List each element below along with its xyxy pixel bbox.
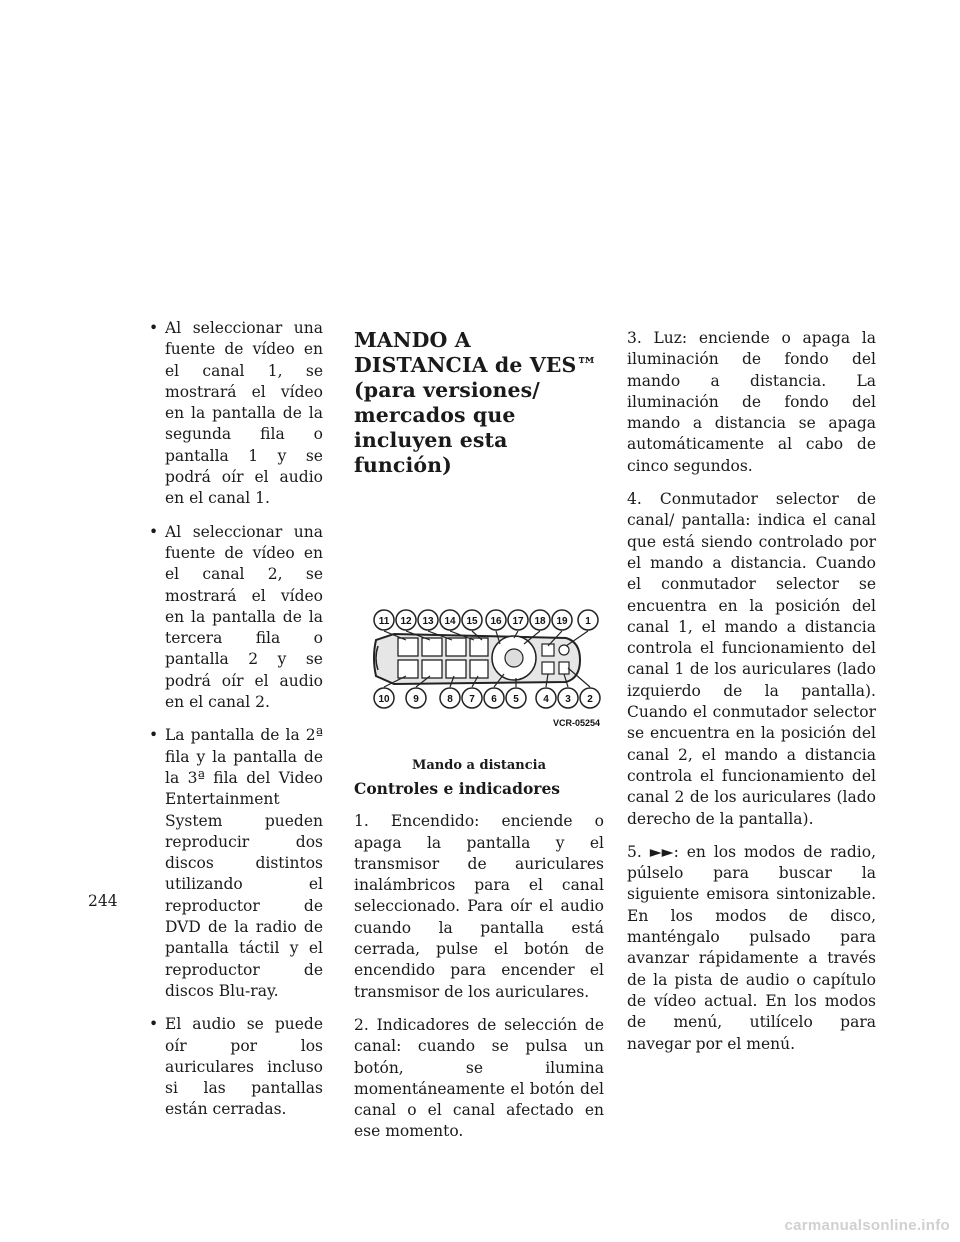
callout-label: 4 — [543, 694, 549, 705]
callout-label: 15 — [466, 616, 478, 627]
paragraph: 4. Conmutador selector de canal/ pantalla: indica el canal que está siendo controlado por el mando a distancia. Cuando el conmutador selector se encuentra en la posición del canal 1, el mando a distancia controla el funcionamiento del canal 1 de los auriculares (lado izquierdo de la pantalla). Cuando el conmutador selector se encuentra en la posición del canal 2, el mando a distancia controla el funcionamiento del canal 2 de los auriculares (lado derecho de la pantalla). — [627, 490, 876, 828]
callout-label: 8 — [447, 694, 453, 705]
callout-label: 19 — [556, 616, 568, 627]
callout-label: 10 — [378, 694, 390, 705]
remote-control-drawing — [354, 498, 604, 768]
right-column — [627, 328, 876, 1067]
middle-column — [354, 328, 604, 1155]
callout-label: 12 — [400, 616, 412, 627]
bullet-item: • Al seleccionar una fuente de vídeo en el canal 1, se mostrará el vídeo en la pantalla de la segunda fila o pantalla 1 y se podrá oír el audio en el canal 1. — [147, 318, 323, 510]
left-column — [147, 318, 323, 1133]
bullet-item: • El audio se puede oír por los auriculares incluso si las pantallas están cerradas. — [147, 1014, 323, 1120]
figure-code: VCR-05254 — [552, 718, 600, 728]
bullet-item: • Al seleccionar una fuente de vídeo en el canal 2, se mostrará el vídeo en la pantalla de la tercera fila o pantalla 2 y se podrá oír el audio en el canal 2. — [147, 522, 323, 714]
paragraph: 5. ►►: en los modos de radio, púlselo para buscar la siguiente emisora sintonizable. En los modos de disco, manténgalo pulsado para avanzar rápidamente a través de la pista de audio o capítulo de vídeo actual. En los modos de menú, utilícelo para navegar por el menú. — [627, 842, 876, 1053]
paragraph: 1. Encendido: enciende o apaga la pantalla y el transmisor de auriculares inalámbricos para el canal seleccionado. Para oír el audio cuando la pantalla está cerrada, pulse el botón de encendido para encender el transmisor de los auriculares. — [354, 812, 604, 1001]
callout-label: 2 — [587, 694, 593, 705]
remote-control-figure — [354, 498, 600, 773]
watermark: carmanualsonline.info — [784, 1217, 950, 1234]
bullet-list — [147, 318, 323, 1121]
paragraph: 2. Indicadores de selección de canal: cuando se pulsa un botón, se ilumina momentáneamente el botón del canal o el canal afectado en ese momento. — [354, 1015, 604, 1141]
callout-label: 5 — [513, 694, 519, 705]
figure-caption: Mando a distancia — [411, 758, 546, 773]
callout-label: 18 — [534, 616, 546, 627]
callout-label: 7 — [469, 694, 475, 705]
paragraph: 3. Luz: enciende o apaga la iluminación de fondo del mando a distancia. La iluminación de fondo del mando a distancia se apaga automáticamente al cabo de cinco segundos. — [627, 329, 876, 475]
callout-label: 16 — [490, 616, 502, 627]
section-title: MANDO A DISTANCIA de VES™ (para versiones/ mercados que incluyen esta función) — [354, 328, 597, 477]
callout-label: 9 — [413, 694, 419, 705]
callout-label: 13 — [422, 616, 434, 627]
callout-label: 14 — [444, 616, 456, 627]
callout-label: 6 — [491, 694, 497, 705]
callout-label: 3 — [565, 694, 571, 705]
callout-label: 17 — [512, 616, 524, 627]
subhead: Controles e indicadores — [354, 779, 561, 798]
bullet-item: • La pantalla de la 2ª fila y la pantalla de la 3ª fila del Video Entertainment System pueden reproducir dos discos distintos utilizando el reproductor de DVD de la radio de pantalla táctil y el reproductor de discos Blu-ray. — [147, 725, 323, 1002]
page-number: 244 — [88, 892, 118, 910]
callout-label: 11 — [378, 616, 390, 627]
callout-label: 1 — [585, 616, 591, 627]
